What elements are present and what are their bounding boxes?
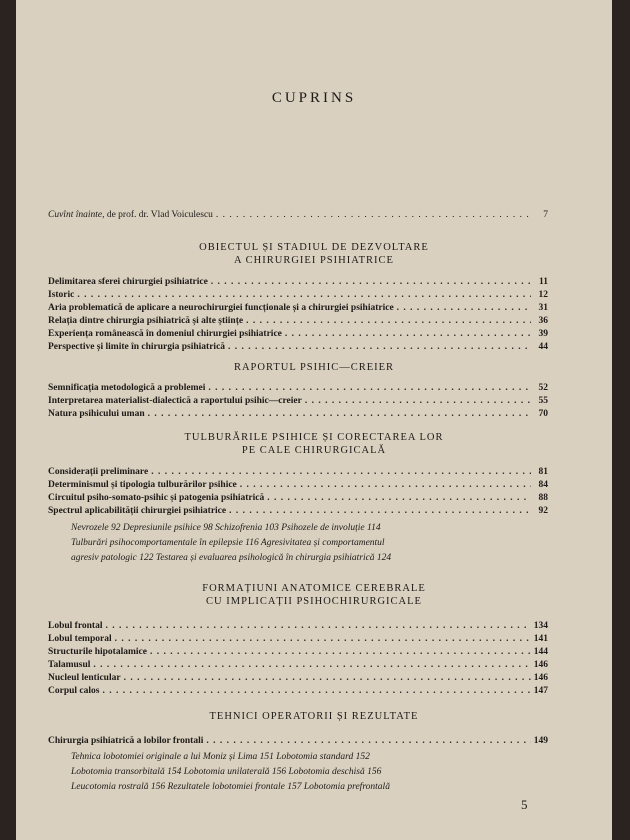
toc-entry: Determinismul și tipologia tulburărilor psihice . . . 84 — [48, 479, 548, 491]
intro-italic: Cuvînt înainte, — [48, 210, 105, 220]
toc-entry: Relația dintre chirurgia psihiatrică și alte științe . . . 36 — [48, 315, 548, 327]
toc-entry: Nucleul lenticular . . . 146 — [48, 672, 548, 684]
toc-entry: Considerații preliminare . . . 81 — [48, 466, 548, 478]
toc-entry: Chirurgia psihiatrică a lobilor frontali . . . 149 — [48, 735, 548, 747]
toc-entry: Delimitarea sferei chirurgiei psihiatrice . . . 11 — [48, 276, 548, 288]
toc-entry: Structurile hipotalamice . . . 144 — [48, 646, 548, 658]
section-heading-4: FORMAȚIUNI ANATOMICE CEREBRALE CU IMPLICAȚII PSIHOCHIRURGICALE — [202, 583, 426, 607]
intro-page: 7 — [543, 210, 548, 220]
toc-entry: Interpretarea materialist-dialectică a raportului psihic—creier . . . 55 — [48, 395, 548, 407]
toc-entry: Lobul frontal . . . 134 — [48, 620, 548, 632]
page-title: CUPRINS — [271, 90, 357, 106]
section-heading-2: RAPORTUL PSIHIC—CREIER — [233, 362, 395, 373]
toc-entry: Natura psihicului uman . . . 70 — [48, 408, 548, 420]
toc-entry: Istoric . . . 12 — [48, 289, 548, 301]
subtopics-block-2: Tehnica lobotomiei originale a lui Moniz și Lima 151 Lobotomia standard 152 Lobotomia transorbitală 154 Lobotomia unilaterală 156 Lobotomia deschisă 156 Leucotomia rostrală 156 Rezultatele lobotomiei frontale 157 Lobotomia prefrontală — [71, 752, 390, 792]
toc-entry: Experiența românească în domeniul chirurgiei psihiatrice . . . 39 — [48, 328, 548, 340]
toc-entry: Perspective și limite în chirurgia psihiatrică . . . 44 — [48, 341, 548, 353]
intro-author: de prof. dr. Vlad Voiculescu — [104, 210, 213, 220]
toc-entry: Spectrul aplicabilității chirurgiei psihiatrice . . . 92 — [48, 505, 548, 517]
section-heading-1: OBIECTUL ȘI STADIUL DE DEZVOLTARE A CHIRURGIEI PSIHIATRICE — [199, 242, 429, 266]
intro-entry — [48, 209, 548, 221]
toc-entry: Lobul temporal . . . 141 — [48, 633, 548, 645]
toc-entry: Aria problematică de aplicare a neurochirurgiei funcționale și a chirurgiei psihiatrice . . . 31 — [48, 302, 548, 314]
toc-entry: Circuitul psiho-somato-psihic și patogenia psihiatrică . . . 88 — [48, 492, 548, 504]
subtopics-block-1: Nevrozele 92 Depresiunile psihice 98 Schizofrenia 103 Psihozele de involuție 114 Tulburări psihocomportamentale în epilepsie 116 Agresivitatea și comportamentul agresiv patologic 122 Testarea și evaluarea psihologică în chirurgia psihiatrică 124 — [71, 523, 392, 563]
section-heading-5: TEHNICI OPERATORII ȘI REZULTATE — [209, 711, 419, 722]
toc-entry: Corpul calos . . . 147 — [48, 685, 548, 697]
page-number: 5 — [521, 797, 528, 812]
section-heading-3: TULBURĂRILE PSIHICE ȘI CORECTAREA LOR PE CALE CHIRURGICALĂ — [184, 432, 444, 456]
toc-entry: Talamusul . . . 146 — [48, 659, 548, 671]
toc-entry: Semnificația metodologică a problemei . . . 52 — [48, 382, 548, 394]
book-page — [16, 0, 612, 840]
